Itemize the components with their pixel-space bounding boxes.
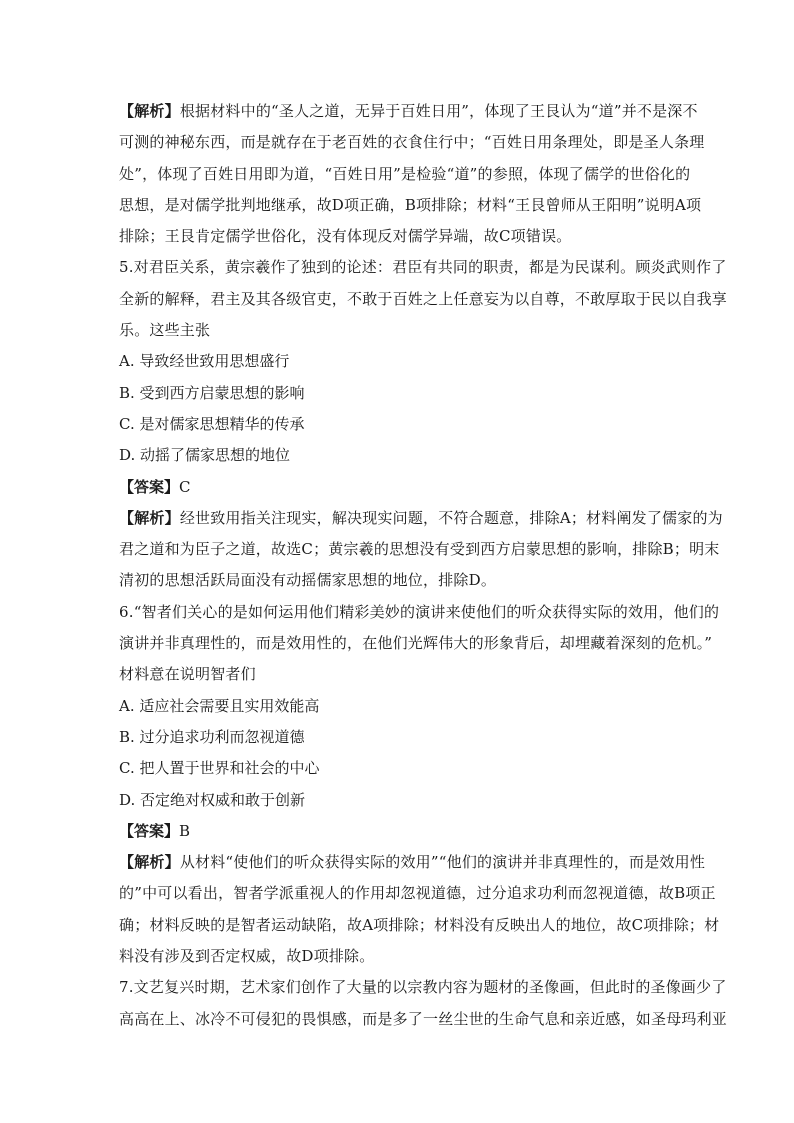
analysis-tag: 【解析】	[119, 102, 180, 120]
question-6-stem	[119, 597, 720, 691]
answer-tag: 【答案】	[119, 477, 180, 496]
text-line: 高高在上、冰冷不可侵犯的畏惧感，而是多了一丝尘世的生命气息和亲近感，如圣母玛利亚	[119, 1009, 728, 1028]
option-a: A. 适应社会需要且实用效能高	[119, 696, 320, 715]
text-line: 处”，体现了百姓日用即为道，“百姓日用”是检验“道”的参照，体现了儒学的世俗化的	[119, 164, 691, 183]
text-line: 全新的解释，君主及其各级官吏，不敢于百姓之上任意妄为以自尊，不敢厚取于民以自我享	[119, 289, 728, 308]
analysis-tag: 【解析】	[119, 853, 180, 872]
document-page	[119, 96, 728, 1035]
question-5-options	[119, 346, 681, 471]
text-line: 6.“智者们关心的是如何运用他们精彩美妙的演讲来使他们的听众获得实际的效用，他们的	[119, 602, 720, 621]
question-5-answer	[119, 472, 681, 503]
question-7-stem	[119, 972, 728, 1035]
text-line: 君之道和为臣子之道，故选C；黄宗羲的思想没有受到西方启蒙思想的影响，排除B；明末	[119, 540, 720, 559]
question-6-answer	[119, 816, 681, 847]
option-b: B. 过分追求功利而忽视道德	[119, 727, 305, 746]
text-line: 确；材料反映的是智者运动缺陷，故A项排除；材料没有反映出人的地位，故C项排除；材	[119, 915, 720, 934]
option-c: C. 把人置于世界和社会的中心	[119, 759, 320, 778]
text-line: 【解析】经世致用指关注现实，解决现实问题，不符合题意，排除A；材料阐发了儒家的为	[119, 508, 723, 527]
option-c: C. 是对儒家思想精华的传承	[119, 414, 305, 433]
option-d: D. 动摇了儒家思想的地位	[119, 446, 291, 465]
answer-value: C	[179, 477, 191, 496]
text-line: 材料意在说明智者们	[119, 665, 256, 684]
option-b: B. 受到西方启蒙思想的影响	[119, 383, 305, 402]
answer-tag: 【答案】	[119, 821, 180, 840]
text-line: 乐。这些主张	[119, 321, 211, 340]
question-6-analysis	[119, 847, 720, 972]
text-line: 7.文艺复兴时期，艺术家们创作了大量的以宗教内容为题材的圣像画，但此时的圣像画少了	[119, 978, 727, 997]
analysis-tag: 【解析】	[119, 508, 180, 527]
text-line: 思想，是对儒学批判地继承，故D项正确，B项排除；材料“王艮曾师从王阳明”说明A项	[119, 195, 702, 214]
question-6-options	[119, 691, 681, 816]
question-5-analysis	[119, 503, 723, 597]
question-5-stem	[119, 252, 728, 346]
analysis-q4	[119, 96, 705, 252]
text-line: 的”中可以看出，智者学派重视人的作用却忽视道德，过分追求功利而忽视道德，故B项正	[119, 884, 716, 903]
text-line: 5.对君臣关系，黄宗羲作了独到的论述：君臣有共同的职责，都是为民谋利。顾炎武则作了	[119, 258, 727, 277]
option-a: A. 导致经世致用思想盛行	[119, 352, 290, 371]
option-d: D. 否定绝对权威和敢于创新	[119, 790, 306, 809]
text-line: 料没有涉及到否定权威，故D项排除。	[119, 947, 375, 966]
text-line: 【解析】根据材料中的“圣人之道，无异于百姓日用”，体现了王艮认为“道”并不是深不	[119, 102, 698, 120]
text-line: 可测的神秘东西，而是就存在于老百姓的衣食住行中；“百姓日用条理处，即是圣人条理	[119, 133, 705, 152]
text-line: 演讲并非真理性的，而是效用性的，在他们光辉伟大的形象背后，却埋藏着深刻的危机。”	[119, 634, 713, 653]
text-line: 排除；王艮肯定儒学世俗化，没有体现反对儒学异端，故C项错误。	[119, 227, 572, 246]
text-line: 清初的思想活跃局面没有动摇儒家思想的地位，排除D。	[119, 571, 497, 590]
text-line: 【解析】从材料“使他们的听众获得实际的效用”“他们的演讲并非真理性的，而是效用性	[119, 853, 706, 872]
answer-value: B	[179, 821, 191, 840]
